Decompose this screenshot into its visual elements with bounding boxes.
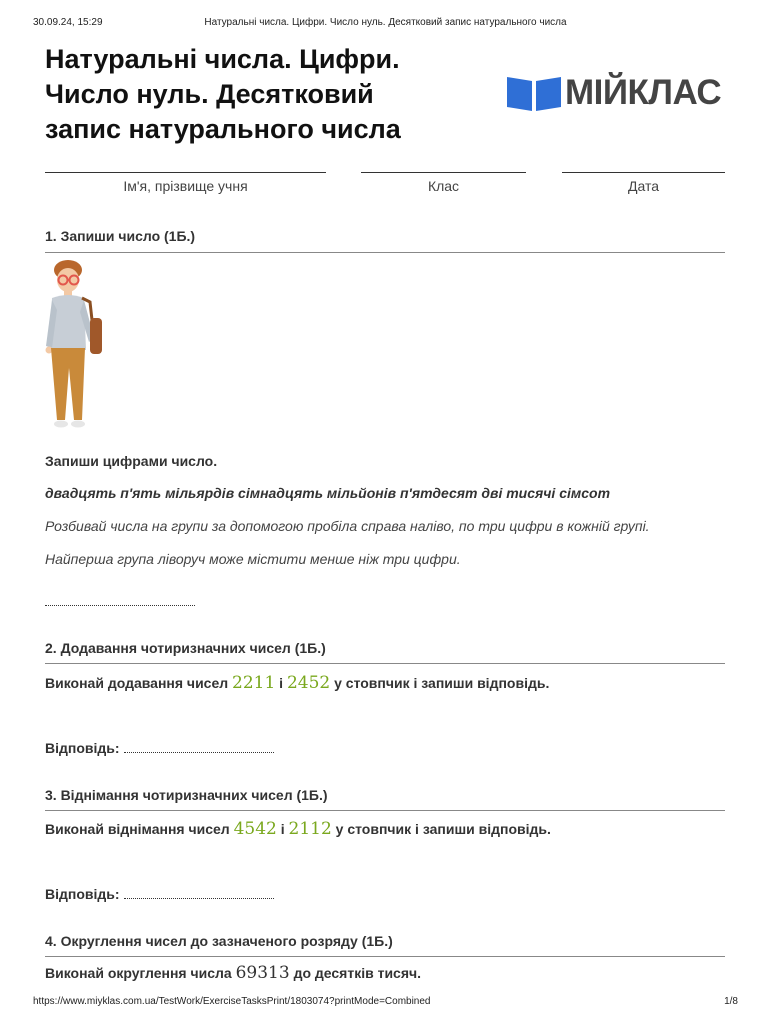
task-4-text-before: Виконай округлення числа: [45, 965, 236, 981]
title-line-2: Число нуль. Десятковий: [45, 79, 374, 109]
task-2-conj: і: [275, 675, 287, 691]
task-3-answer-line[interactable]: [124, 898, 274, 899]
name-label: Ім'я, прізвище учня: [123, 178, 248, 194]
task-2-number-a: 2211: [232, 673, 276, 693]
task-3-heading: 3. Віднімання чотиризначних чисел (1Б.): [45, 787, 328, 803]
task-4-text-after: до десятків тисяч.: [289, 965, 422, 981]
title-line-1: Натуральні числа. Цифри.: [45, 44, 400, 74]
page-title: [45, 42, 485, 147]
task-3-answer-label: Відповідь:: [45, 886, 120, 902]
print-footer: [33, 996, 738, 1010]
task-2-answer-line[interactable]: [124, 752, 274, 753]
task-2-heading: 2. Додавання чотиризначних чисел (1Б.): [45, 640, 326, 656]
task-3-number-b: 2112: [288, 819, 332, 839]
task-1-number-words: двадцять п'ять мільярдів сімнадцять мільйонів п'ятдесят дві тисячі сімсот: [45, 485, 611, 501]
task-4-instruction: [45, 963, 421, 983]
task-1-instruction: Запиши цифрами число.: [45, 453, 218, 469]
task-2-text-before: Виконай додавання чисел: [45, 675, 233, 691]
open-book-icon: [505, 73, 563, 113]
task-1-divider: [45, 252, 725, 253]
print-datetime: 30.09.24, 15:29: [33, 17, 103, 28]
date-label: Дата: [627, 178, 659, 194]
task-3-text-before: Виконай віднімання чисел: [45, 821, 234, 837]
task-3-number-a: 4542: [233, 819, 277, 839]
task-1-heading: 1. Запиши число (1Б.): [45, 228, 196, 244]
logo-text: МІЙКЛАС: [565, 73, 722, 112]
print-header: [33, 17, 738, 31]
page-number: 1/8: [724, 996, 738, 1007]
task-2-answer-label: Відповідь:: [45, 740, 120, 756]
task-1-hint-1: Розбивай числа на групи за допомогою пробіла справа наліво, по три цифри в кожній групі.: [45, 518, 650, 534]
task-3-conj: і: [276, 821, 289, 837]
task-4-heading: 4. Округлення чисел до зазначеного розряду (1Б.): [45, 933, 393, 949]
miyklas-logo: [505, 72, 730, 114]
title-line-3: запис натурального числа: [45, 114, 401, 144]
task-2-number-b: 2452: [286, 673, 331, 693]
task-1-answer-line[interactable]: [45, 605, 195, 606]
task-2-answer: [45, 740, 274, 756]
task-3-instruction: [45, 819, 551, 839]
date-line: [562, 172, 725, 173]
task-4-number: 69313: [235, 963, 290, 983]
task-3-text-after: у стовпчик і запиши відповідь.: [331, 821, 551, 837]
task-2-instruction: [45, 673, 549, 693]
print-url: https://www.miyklas.com.ua/TestWork/ExerciseTasksPrint/1803074?printMode=Combined: [33, 996, 431, 1007]
class-line: [361, 172, 526, 173]
name-line: [45, 172, 326, 173]
task-3-answer: [45, 886, 274, 902]
student-illustration: [38, 258, 108, 434]
class-label: Клас: [427, 178, 460, 194]
task-1-hint-2: Найперша група ліворуч може містити менше ніж три цифри.: [45, 551, 461, 567]
task-2-divider: [45, 663, 725, 664]
task-2-text-after: у стовпчик і запиши відповідь.: [330, 675, 550, 691]
print-doc-title: Натуральні числа. Цифри. Число нуль. Десятковий запис натурального числа: [204, 17, 567, 28]
task-4-divider: [45, 956, 725, 957]
task-3-divider: [45, 810, 725, 811]
